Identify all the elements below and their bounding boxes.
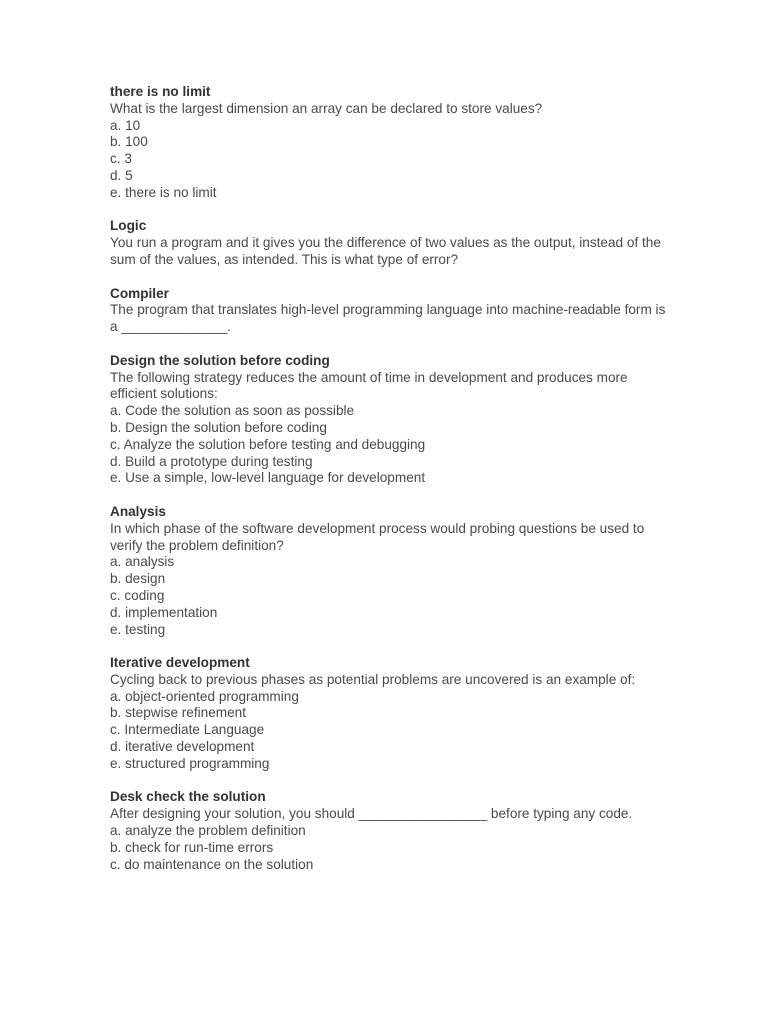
answer-heading: Desk check the solution (110, 789, 266, 805)
qa-block-2 (110, 218, 670, 268)
answer-heading: Iterative development (110, 655, 250, 671)
qa-block-6 (110, 655, 670, 773)
option-item: a. analyze the problem definition (110, 823, 306, 839)
option-item: b. check for run-time errors (110, 839, 274, 855)
option-list (110, 403, 670, 487)
option-item: d. 5 (110, 167, 133, 183)
option-list (110, 554, 670, 638)
option-item: b. design (110, 571, 166, 587)
option-list (110, 823, 670, 873)
question-text: In which phase of the software development process would probing questions be used to verify the problem definition? (110, 520, 645, 553)
option-item: a. object-oriented programming (110, 688, 299, 704)
option-item: e. there is no limit (110, 184, 217, 200)
answer-heading: Design the solution before coding (110, 352, 330, 368)
option-item: a. Code the solution as soon as possible (110, 403, 355, 419)
question-text: What is the largest dimension an array can be declared to store values? (110, 100, 543, 116)
option-item: a. analysis (110, 554, 175, 570)
question-text: Cycling back to previous phases as potential problems are uncovered is an example of: (110, 671, 636, 687)
option-item: c. 3 (110, 151, 132, 167)
answer-heading: Logic (110, 218, 147, 234)
option-list (110, 118, 670, 202)
option-item: b. 100 (110, 134, 148, 150)
answer-heading: there is no limit (110, 84, 211, 99)
qa-block-3 (110, 286, 670, 336)
qa-block-5 (110, 504, 670, 638)
option-item: c. Intermediate Language (110, 722, 265, 738)
option-item: d. Build a prototype during testing (110, 453, 313, 469)
option-list (110, 689, 670, 773)
answer-heading: Analysis (110, 503, 166, 519)
option-item: d. implementation (110, 604, 218, 620)
document-page (110, 84, 670, 890)
option-item: c. Analyze the solution before testing and debugging (110, 436, 426, 452)
qa-block-4 (110, 353, 670, 487)
option-item: b. Design the solution before coding (110, 419, 327, 435)
answer-heading: Compiler (110, 285, 169, 301)
qa-block-7 (110, 789, 670, 873)
question-text: After designing your solution, you should _________________ before typing any code. (110, 806, 633, 822)
option-item: e. Use a simple, low-level language for development (110, 470, 426, 486)
qa-block-1 (110, 84, 670, 202)
option-item: e. structured programming (110, 755, 270, 771)
question-text: The following strategy reduces the amount of time in development and produces more efficient solutions: (110, 369, 628, 402)
option-item: c. coding (110, 587, 165, 603)
question-text: The program that translates high-level programming language into machine-readable form is a ______________. (110, 302, 666, 335)
option-item: d. iterative development (110, 739, 255, 755)
option-item: e. testing (110, 621, 166, 637)
question-text: You run a program and it gives you the difference of two values as the output, instead of the sum of the values, as intended. This is what type of error? (110, 235, 661, 267)
option-item: c. do maintenance on the solution (110, 856, 314, 872)
option-item: b. stepwise refinement (110, 705, 247, 721)
option-item: a. 10 (110, 117, 141, 133)
